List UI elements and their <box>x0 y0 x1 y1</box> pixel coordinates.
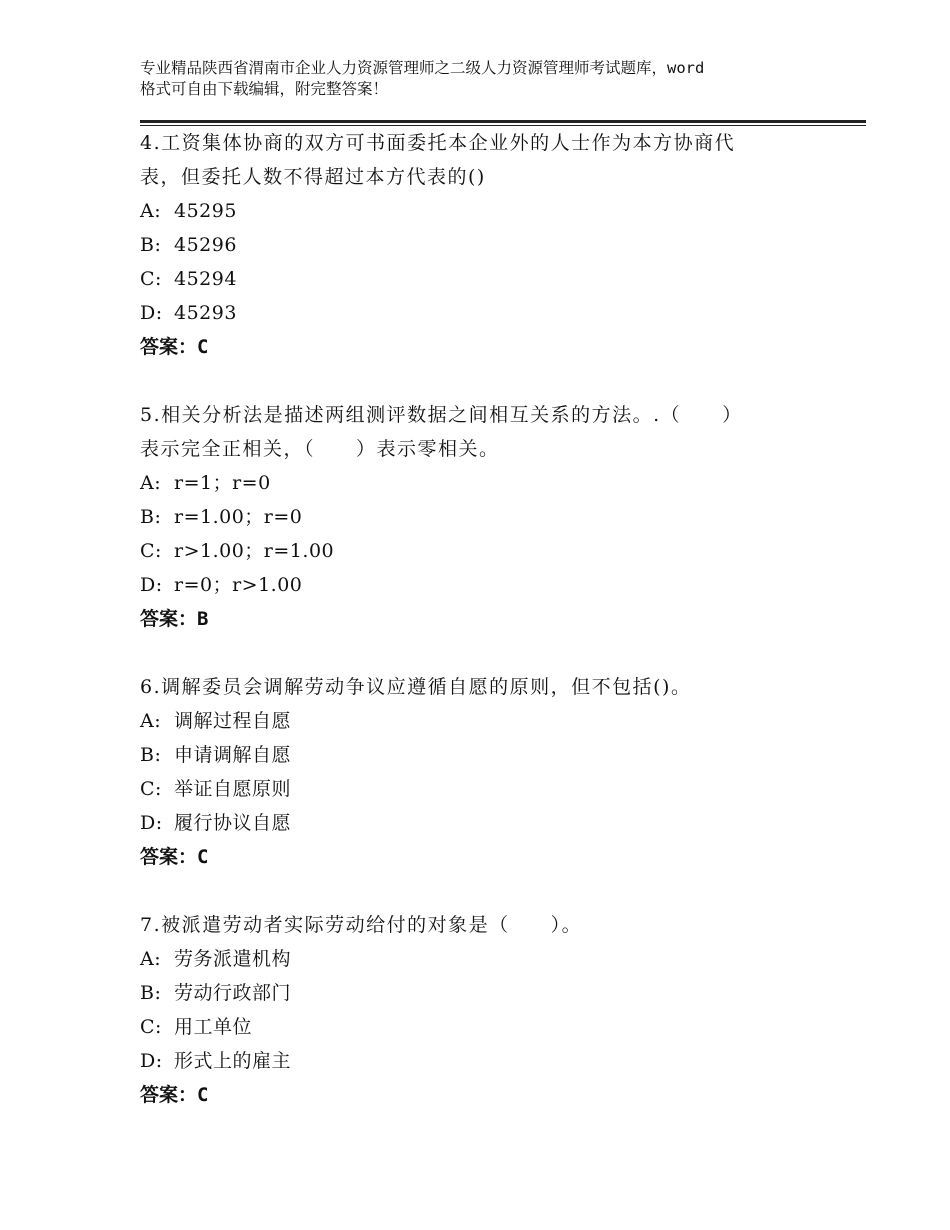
option-d <box>140 1044 800 1078</box>
option-text: 形式上的雇主 <box>174 1050 292 1072</box>
option-letter: B: <box>140 506 162 528</box>
option-text: r=1；r=0 <box>174 472 271 494</box>
option-b <box>140 500 800 534</box>
document-header <box>140 58 840 100</box>
option-letter: C: <box>140 1016 162 1038</box>
option-text: 45294 <box>174 268 237 290</box>
option-text: 用工单位 <box>174 1016 253 1038</box>
option-text: r=0；r>1.00 <box>174 574 303 596</box>
option-letter: A: <box>140 200 162 222</box>
option-d <box>140 806 800 840</box>
option-text: 申请调解自愿 <box>174 744 292 766</box>
option-text: 劳务派遣机构 <box>174 948 292 970</box>
option-c <box>140 772 800 806</box>
option-text: 举证自愿原则 <box>174 778 292 800</box>
question-stem: 4.工资集体协商的双方可书面委托本企业外的人士作为本方协商代 <box>140 132 736 154</box>
option-letter: A: <box>140 710 162 732</box>
option-letter: C: <box>140 778 162 800</box>
option-letter: D: <box>140 1050 163 1072</box>
option-c <box>140 262 800 296</box>
option-text: 45296 <box>174 234 237 256</box>
question-list <box>140 126 800 1146</box>
option-text: 调解过程自愿 <box>174 710 292 732</box>
question-4 <box>140 126 800 364</box>
question-6 <box>140 670 800 874</box>
answer-line: 答案：C <box>140 1084 209 1106</box>
option-text: 45295 <box>174 200 237 222</box>
option-a <box>140 942 800 976</box>
option-c <box>140 534 800 568</box>
question-stem: 6.调解委员会调解劳动争议应遵循自愿的原则，但不包括()。 <box>140 676 692 698</box>
option-letter: A: <box>140 472 162 494</box>
option-b <box>140 738 800 772</box>
question-5 <box>140 398 800 636</box>
option-letter: C: <box>140 540 162 562</box>
option-a <box>140 704 800 738</box>
question-stem: 5.相关分析法是描述两组测评数据之间相互关系的方法。.（ ） <box>140 404 743 426</box>
option-a <box>140 194 800 228</box>
question-stem-continued: 表示完全正相关，（ ）表示零相关。 <box>140 438 500 460</box>
option-c <box>140 1010 800 1044</box>
option-letter: B: <box>140 982 162 1004</box>
option-letter: B: <box>140 234 162 256</box>
question-7 <box>140 908 800 1112</box>
option-a <box>140 466 800 500</box>
option-text: r=1.00；r=0 <box>174 506 303 528</box>
answer-line: 答案：B <box>140 608 209 630</box>
question-stem: 7.被派遣劳动者实际劳动给付的对象是（ ）。 <box>140 914 583 936</box>
option-d <box>140 568 800 602</box>
option-b <box>140 228 800 262</box>
question-stem-continued: 表，但委托人数不得超过本方代表的() <box>140 166 486 188</box>
header-line-2: 格式可自由下载编辑，附完整答案！ <box>140 80 389 98</box>
option-letter: D: <box>140 302 163 324</box>
option-text: 履行协议自愿 <box>174 812 292 834</box>
option-letter: B: <box>140 744 162 766</box>
header-divider-thick <box>140 120 866 123</box>
option-letter: D: <box>140 574 163 596</box>
option-letter: D: <box>140 812 163 834</box>
option-b <box>140 976 800 1010</box>
option-text: 45293 <box>174 302 237 324</box>
answer-line: 答案：C <box>140 336 209 358</box>
option-text: 劳动行政部门 <box>174 982 292 1004</box>
option-text: r>1.00；r=1.00 <box>174 540 335 562</box>
option-letter: A: <box>140 948 162 970</box>
option-letter: C: <box>140 268 162 290</box>
option-d <box>140 296 800 330</box>
header-line-1: 专业精品陕西省渭南市企业人力资源管理师之二级人力资源管理师考试题库，word <box>140 59 705 77</box>
answer-line: 答案：C <box>140 846 209 868</box>
